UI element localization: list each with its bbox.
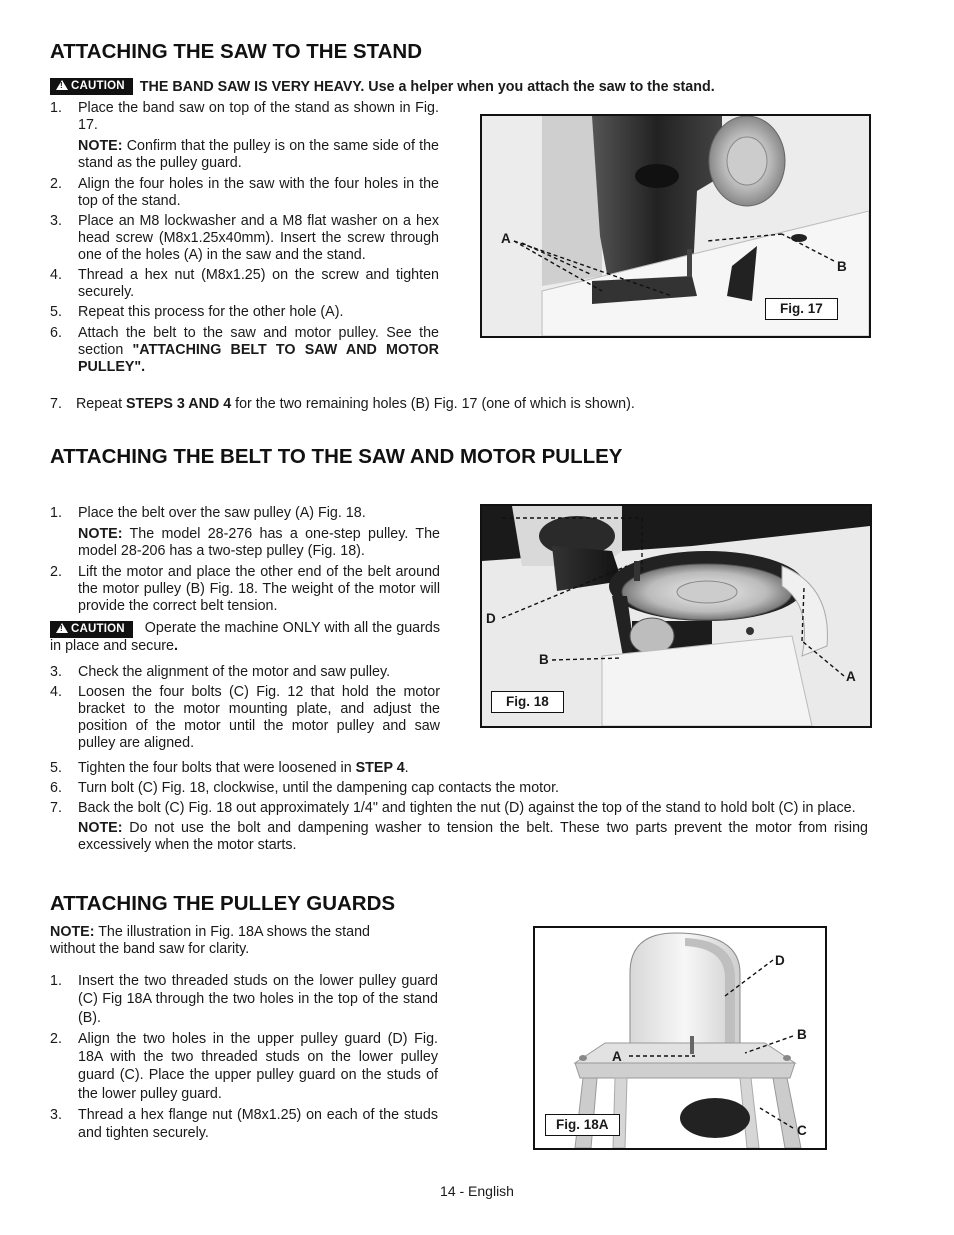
section-title-belt-to-pulley: ATTACHING THE BELT TO THE SAW AND MOTOR PULLEY — [50, 445, 623, 468]
callout-d: D — [486, 611, 496, 626]
figure-17 — [480, 114, 871, 338]
list-item: 2. Align the two holes in the upper pulley guard (D) Fig. 18A with the two threaded studs on the lower pulley guard (C). Place the upper pulley guard on the studs of the lower pulley guard. — [50, 1030, 438, 1102]
list-item: 6. Attach the belt to the saw and motor pulley. See the section "ATTACHING BELT TO SAW AND MOTOR PULLEY". — [50, 325, 439, 375]
note: NOTE: Confirm that the pulley is on the same side of the stand as the pulley guard. — [78, 138, 439, 171]
callout-c: C — [797, 1123, 807, 1138]
figure-label: Fig. 18A — [545, 1114, 620, 1136]
saw-stand-steps — [50, 100, 439, 376]
callout-a: A — [501, 231, 511, 246]
list-item: 7. Back the bolt (C) Fig. 18 out approximately 1/4" and tighten the nut (D) against the top of the stand to hold bolt (C) in place. — [50, 800, 856, 816]
list-item: 6. Turn bolt (C) Fig. 18, clockwise, until the dampening cap contacts the motor. — [50, 780, 560, 796]
belt-steps-continued — [50, 760, 868, 854]
list-item: 7. Repeat STEPS 3 AND 4 for the two remaining holes (B) Fig. 17 (one of which is shown). — [50, 396, 635, 412]
caution-badge: !CAUTION — [50, 78, 133, 95]
callout-b: B — [837, 259, 847, 274]
list-item: 3. Check the alignment of the motor and saw pulley. — [50, 664, 391, 680]
warning-triangle-icon — [56, 623, 68, 633]
list-item: 5. Tighten the four bolts that were loosened in STEP 4. — [50, 760, 409, 776]
list-item: 1. Place the belt over the saw pulley (A) Fig. 18. — [50, 505, 366, 521]
note: NOTE: The model 28-276 has a one-step pulley. The model 28-206 has a two-step pulley (Fig. 18). — [78, 526, 440, 559]
caution-row: !CAUTION Operate the machine ONLY with all the guards in place and secure. — [50, 620, 440, 655]
list-item: 3. Thread a hex flange nut (M8x1.25) on each of the studs and tighten securely. — [50, 1107, 438, 1142]
caution-text: THE BAND SAW IS VERY HEAVY. Use a helper when you attach the saw to the stand. — [139, 79, 715, 95]
caution-badge: !CAUTION — [50, 621, 133, 638]
guards-steps — [50, 972, 438, 1143]
list-item: 5. Repeat this process for the other hole (A). — [50, 304, 344, 320]
list-item: 1. Place the band saw on top of the stand as shown in Fig. 17. — [50, 100, 439, 133]
list-item: 2. Lift the motor and place the other end of the belt around the motor pulley (B) Fig. 18. The weight of the motor will provide the correct belt tension. — [50, 564, 440, 614]
figure-label: Fig. 17 — [765, 298, 838, 320]
section-title-pulley-guards: ATTACHING THE PULLEY GUARDS — [50, 892, 396, 915]
callout-b: B — [539, 652, 549, 667]
page-footer: 14 - English — [440, 1183, 514, 1199]
list-item: 4. Thread a hex nut (M8x1.25) on the screw and tighten securely. — [50, 267, 439, 300]
caution-row — [50, 77, 870, 95]
callout-a: A — [612, 1049, 622, 1064]
list-item: 4. Loosen the four bolts (C) Fig. 12 that hold the motor bracket to the motor mounting plate, and adjust the position of the motor until the motor pulley and saw pulley are aligned. — [50, 684, 440, 751]
figure-18 — [480, 504, 872, 728]
section-title-saw-to-stand: ATTACHING THE SAW TO THE STAND — [50, 40, 423, 63]
belt-steps — [50, 505, 440, 752]
list-item: 1. Insert the two threaded studs on the lower pulley guard (C) Fig 18A through the two holes in the top of the stand (B). — [50, 973, 438, 1026]
figure-label: Fig. 18 — [491, 691, 564, 713]
list-item: 2. Align the four holes in the saw with the four holes in the top of the stand. — [50, 176, 439, 209]
note: NOTE: Do not use the bolt and dampening washer to tension the belt. These two parts prevent the motor from rising excessively when the motor starts. — [78, 820, 868, 853]
callout-a: A — [846, 669, 856, 684]
callout-b: B — [797, 1027, 807, 1042]
guards-note: NOTE: The illustration in Fig. 18A shows the stand without the band saw for clarity. — [50, 924, 370, 957]
list-item: 3. Place an M8 lockwasher and a M8 flat washer on a hex head screw (M8x1.25x40mm). Insert the screw through one of the holes (A) in the saw and the stand. — [50, 213, 439, 263]
callout-d: D — [775, 953, 785, 968]
warning-triangle-icon — [56, 80, 68, 90]
figure-18a — [533, 926, 827, 1150]
callout-c: C — [490, 513, 500, 528]
